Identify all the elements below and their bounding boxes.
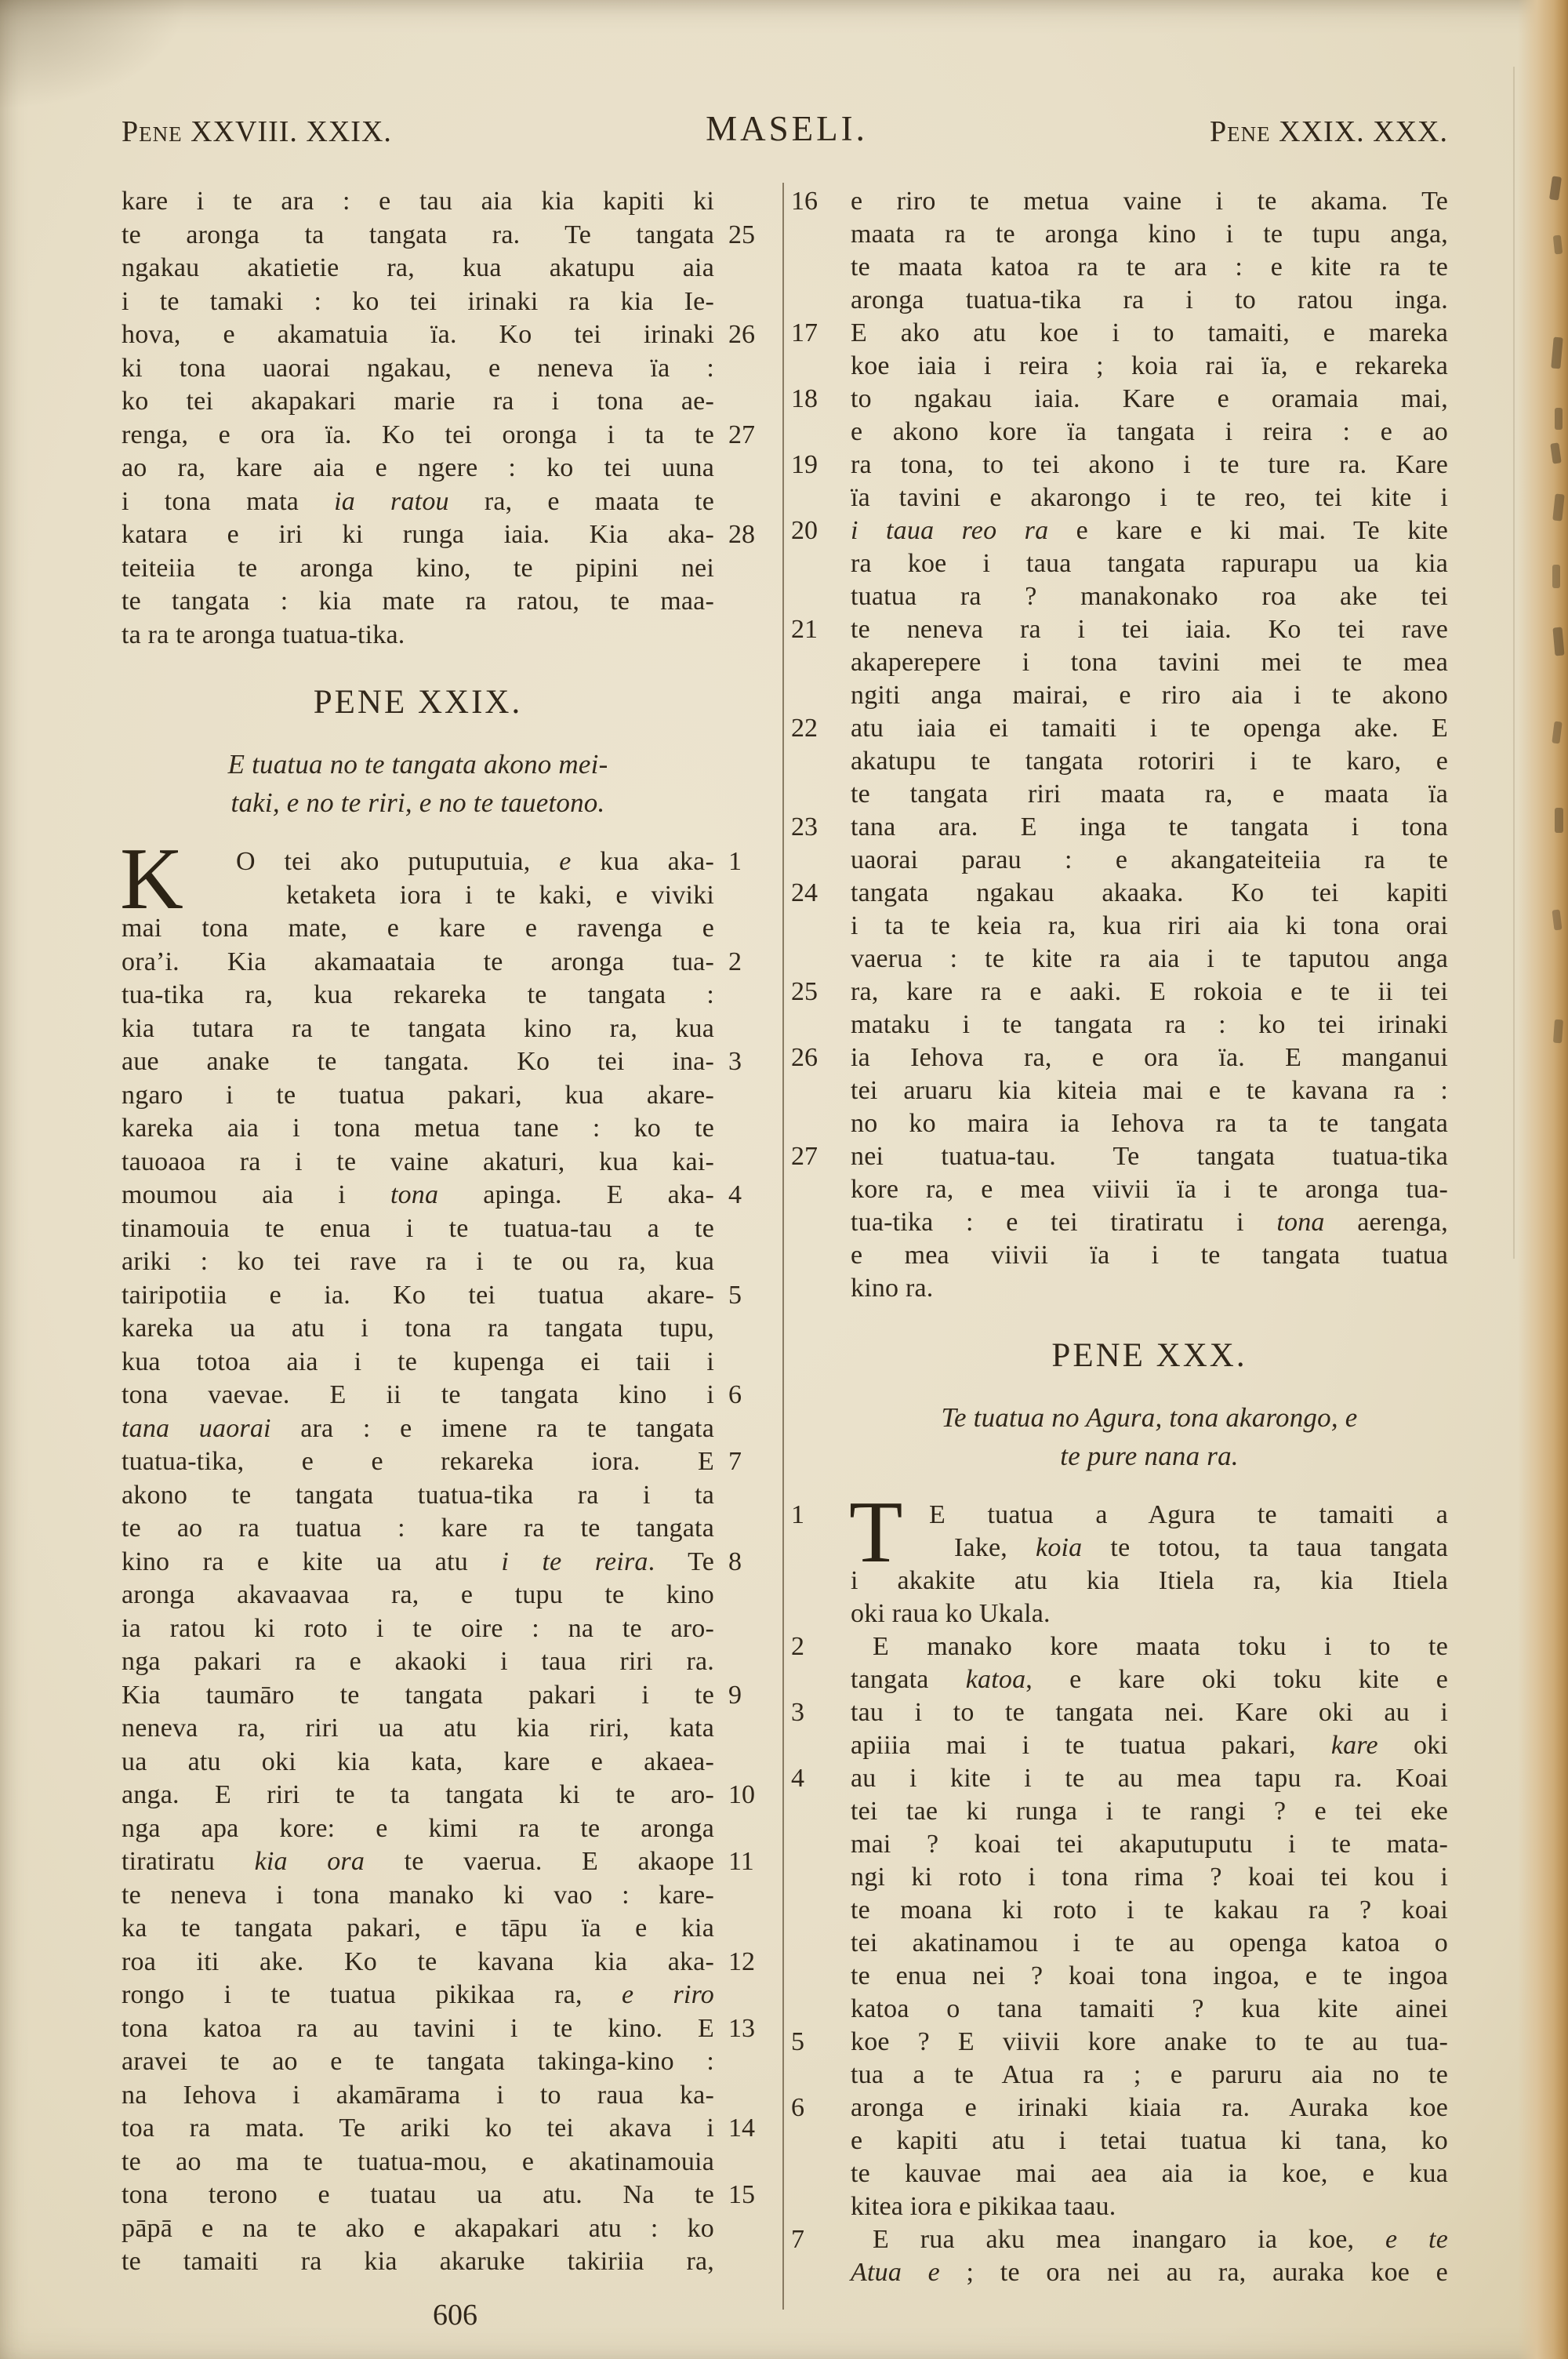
chapter-subtitle (122, 745, 714, 822)
verse-line: te ao ma te tuatua-mou, e akatinamouia (122, 2146, 714, 2176)
verse-paragraph (122, 185, 755, 652)
page-edge (1518, 0, 1568, 2359)
verse-number: 27 (791, 1142, 818, 1171)
verse-line: katara e iri ki runga iaia. Kia aka- 28 (122, 518, 714, 552)
verse-number: 26 (728, 320, 755, 349)
verse-line: ki tona uaorai ngakau, e neneva ïa : (122, 353, 714, 383)
verse-line: nga apa kore: e kimi ra te aronga (122, 1813, 714, 1843)
verse-number: 9 (728, 1680, 742, 1710)
verse-line: tau i to te tangata nei. Kare oki au i 3 (851, 1696, 1448, 1729)
verse-line: kore ra, e mea viivii ïa i te aronga tua- (851, 1175, 1448, 1204)
verse-line: te maata katoa ra te ara : e kite ra te (851, 253, 1448, 282)
verse-line: tangata ngakau akaaka. Ko tei kapiti 24 (851, 877, 1448, 910)
verse-line: renga, e ora ïa. Ko tei oronga i ta te 27 (122, 419, 714, 453)
drop-cap-letter: K (120, 831, 184, 928)
chapter-subtitle-line: te pure nana ra. (1060, 1441, 1239, 1471)
verse-line: nei tuatua-tau. Te tangata tuatua-tika 27 (851, 1140, 1448, 1173)
verse-number: 17 (791, 318, 818, 347)
chapter-subtitle-line: E tuatua no te tangata akono mei- (227, 749, 608, 780)
verse-line: Atua e ; te ora nei au ra, auraka koe e (851, 2258, 1448, 2287)
chapter-subtitle (851, 1398, 1448, 1475)
verse-line: katoa o tana tamaiti ? kua kite ainei (851, 1994, 1448, 2023)
verse-line: E manako kore maata toku i to te 2 (851, 1630, 1448, 1663)
verse-number: 6 (728, 1380, 742, 1409)
verse-line: ïa tavini e akarongo i te reo, tei kite i (851, 483, 1448, 512)
edge-ink-mark (1552, 721, 1562, 743)
verse-line: ia Iehova ra, e ora ïa. E manganui 26 (851, 1041, 1448, 1074)
verse-line: tei aruaru kia kiteia mai e te kavana ra : (851, 1076, 1448, 1105)
verse-number: 23 (791, 812, 818, 841)
verse-line: ia ratou ki roto i te oire : na te aro- (122, 1613, 714, 1643)
edge-ink-mark (1553, 235, 1563, 255)
verse-line: te tangata : kia mate ra ratou, te maa- (122, 587, 714, 616)
verse-line: i tona mata ia ratou ra, e maata te (122, 486, 714, 516)
verse-line: te kauvae mai aea aia ia koe, e kua (851, 2159, 1448, 2188)
verse-line: i ta te keia ra, kua riri aia ki tona orai (851, 911, 1448, 940)
verse-line: aronga akavaavaa ra, e tupu te kino (122, 1580, 714, 1609)
verse-line: pāpā e na te ako e akapakari atu : ko (122, 2213, 714, 2243)
verse-line: tona vaevae. E ii te tangata kino i 6 (122, 1379, 714, 1412)
edge-ink-mark (1552, 493, 1564, 521)
verse-line: tairipotiia e ia. Ko tei tuatua akare- 5 (122, 1279, 714, 1313)
verse-number: 2 (791, 1632, 804, 1661)
verse-number: 20 (791, 516, 818, 545)
verse-line: e mea viivii ïa i te tangata tuatua (851, 1241, 1448, 1270)
verse-number: 7 (728, 1447, 742, 1476)
verse-line: kino ra e kite ua atu i te reira. Te 8 (122, 1546, 714, 1579)
verse-line: tua a te Atua ra ; e paruru aia no te (851, 2060, 1448, 2089)
verse-line: te tamaiti ra kia akaruke takiriia ra, (122, 2247, 714, 2276)
verse-line: ra tona, to tei akono i te ture ra. Kare 19 (851, 449, 1448, 482)
verse-line: te tangata riri maata ra, e maata ïa (851, 780, 1448, 809)
verse-number: 10 (728, 1780, 755, 1809)
verse-line: te ao ra tuatua : kare ra te tangata (122, 1514, 714, 1543)
verse-line: maata ra te aronga kino i te tupu anga, (851, 220, 1448, 249)
verse-line: koe iaia i reira ; koia rai ïa, e rekareka (851, 351, 1448, 380)
verse-line: roa iti ake. Ko te kavana kia aka- 12 (122, 1946, 714, 1979)
edge-ink-mark (1552, 909, 1562, 930)
running-head-left: Pene XXVIII. XXIX. (122, 115, 392, 148)
verse-line: kareka aia i tona metua tane : ko te (122, 1114, 714, 1143)
verse-line: O tei ako putuputuia, e kua aka- 1 (122, 845, 714, 879)
verse-number: 15 (728, 2180, 755, 2209)
verse-line: kia tutara ra te tangata kino ra, kua (122, 1013, 714, 1043)
verse-number: 16 (791, 187, 818, 216)
verse-line: atu iaia ei tamaiti i te openga ake. E 22 (851, 712, 1448, 745)
verse-line: ngaro i te tuatua pakari, kua akare- (122, 1080, 714, 1110)
chapter-heading: PENE XXIX. (313, 684, 523, 721)
verse-line: ngakau akatietie ra, kua akatupu aia (122, 253, 714, 282)
verse-line: i te tamaki : ko tei irinaki ra kia Ie- (122, 286, 714, 316)
verse-line: te neneva ra i tei iaia. Ko tei rave 21 (851, 613, 1448, 646)
verse-line: e riro te metua vaine i te akama. Te 16 (851, 185, 1448, 218)
verse-paragraph (120, 831, 755, 2279)
verse-line: tana ara. E inga te tangata i tona 23 (851, 811, 1448, 844)
verse-line: tua-tika : e tei tiratiratu i tona aerenga, (851, 1208, 1448, 1237)
verse-line: tauoaoa ra i te vaine akaturi, kua kai- (122, 1147, 714, 1176)
verse-line: te moana ki roto i te kakau ra ? koai (851, 1896, 1448, 1925)
verse-line: akono te tangata tuatua-tika ra i ta (122, 1480, 714, 1510)
verse-number: 13 (728, 2013, 755, 2043)
verse-line: tuatua ra ? manakonako roa ake tei (851, 582, 1448, 611)
verse-number: 4 (728, 1180, 742, 1209)
edge-ink-mark (1555, 408, 1563, 430)
verse-line: akatupu te tangata rotoriri i te karo, e (851, 747, 1448, 776)
verse-line: aronga tuatua-tika ra i to ratou inga. (851, 285, 1448, 314)
verse-line: rongo i te tuatua pikikaa ra, e riro (122, 1980, 714, 2009)
verse-line: tuatua-tika, e e rekareka iora. E 7 (122, 1445, 714, 1479)
chapter-heading: PENE XXX. (1051, 1337, 1247, 1374)
verse-line: tiratiratu kia ora te vaerua. E akaope 11 (122, 1845, 714, 1879)
verse-line: neneva ra, riri ua atu kia riri, kata (122, 1714, 714, 1743)
verse-number: 2 (728, 947, 742, 976)
verse-line: i taua reo ra e kare e ki mai. Te kite 20 (851, 514, 1448, 547)
verse-line: i akakite atu kia Itiela ra, kia Itiela (851, 1566, 1448, 1595)
edge-ink-mark (1552, 565, 1560, 588)
verse-line: E tuatua a Agura te tamaiti a 1 (851, 1499, 1448, 1532)
verse-line: aue anake te tangata. Ko tei ina- 3 (122, 1045, 714, 1079)
verse-line: teiteiia te aronga kino, te pipini nei (122, 553, 714, 583)
verse-line: Kia taumāro te tangata pakari i te 9 (122, 1679, 714, 1713)
verse-line: apiiia mai i te tuatua pakari, kare oki (851, 1731, 1448, 1760)
verse-line: aronga e irinaki kiaia ra. Auraka koe 6 (851, 2092, 1448, 2125)
verse-number: 21 (791, 615, 818, 644)
verse-line: akaperepere i tona tavini mei te mea (851, 648, 1448, 677)
verse-line: ua atu oki kia kata, kare e akaea- (122, 1747, 714, 1776)
verse-line: au i kite i te au mea tapu ra. Koai 4 (851, 1762, 1448, 1795)
verse-number: 1 (728, 847, 742, 876)
verse-line: ra, kare ra e aaki. E rokoia e te ii tei 25 (851, 976, 1448, 1009)
drop-cap-letter: T (849, 1484, 903, 1581)
right-column (791, 185, 1448, 2289)
verse-line: mataku i te tangata ra : ko tei irinaki (851, 1010, 1448, 1039)
verse-line: ta ra te aronga tuatua-tika. (122, 620, 405, 649)
verse-line: kino ra. (851, 1274, 934, 1303)
verse-line: tona katoa ra au tavini i te kino. E 13 (122, 2012, 714, 2046)
verse-number: 7 (791, 2225, 804, 2254)
verse-line: ngiti anga mairai, e riro aia i te akono (851, 681, 1448, 710)
verse-line: aravei te ao e te tangata takinga-kino : (122, 2047, 714, 2076)
verse-line: na Iehova i akamārama i to raua ka- (122, 2080, 714, 2110)
page-curl-line (1513, 67, 1515, 1259)
column-divider-rule (782, 183, 784, 2310)
verse-number: 12 (728, 1946, 755, 1976)
verse-paragraph (791, 185, 1448, 1305)
chapter-subtitle-line: Te tuatua no Agura, tona akarongo, e (941, 1402, 1358, 1433)
verse-line: Iake, koia te totou, ta taua tangata (954, 1533, 1448, 1562)
verse-line: ketaketa iora i te kaki, e viviki (286, 880, 714, 910)
verse-line: kare i te ara : e tau aia kia kapiti ki (122, 187, 714, 216)
page-number: 606 (433, 2299, 477, 2332)
verse-paragraph (791, 1484, 1448, 2289)
verse-number: 24 (791, 878, 818, 907)
verse-line: oki raua ko Ukala. (851, 1599, 1051, 1628)
verse-line: mai ? koai tei akaputuputu i te mata- (851, 1830, 1448, 1859)
verse-line: ao ra, kare aia e ngere : ko tei uuna (122, 453, 714, 482)
verse-number: 22 (791, 714, 818, 743)
verse-line: tinamouia te enua i te tuatua-tau a te (122, 1213, 714, 1243)
running-head-title: MASELI. (706, 109, 868, 148)
verse-line: ngi ki roto i tona rima ? koai tei kou i (851, 1863, 1448, 1892)
verse-line: kareka ua atu i tona ra tangata tupu, (122, 1314, 714, 1343)
verse-number: 28 (728, 520, 755, 549)
verse-number: 5 (791, 2027, 804, 2056)
verse-line: anga. E riri te ta tangata ki te aro- 10 (122, 1779, 714, 1812)
verse-number: 25 (791, 977, 818, 1006)
chapter-subtitle-line: taki, e no te riri, e no te tauetono. (230, 787, 605, 818)
verse-number: 14 (728, 2114, 755, 2143)
verse-line: E rua aku mea inangaro ia koe, e te 7 (851, 2223, 1448, 2256)
verse-line: tona terono e tuatau ua atu. Na te 15 (122, 2179, 714, 2212)
verse-line: kua totoa aia i te kupenga ei taii i (122, 1347, 714, 1376)
verse-line: moumou aia i tona apinga. E aka- 4 (122, 1179, 714, 1212)
verse-line: tana uaorai ara : e imene ra te tangata (122, 1413, 714, 1443)
edge-ink-mark (1551, 337, 1563, 369)
edge-ink-mark (1552, 627, 1564, 656)
verse-number: 3 (728, 1047, 742, 1076)
verse-line: koe ? E viivii kore anake to te au tua- 5 (851, 2026, 1448, 2059)
verse-line: mai tona mate, e kare e ravenga e (122, 914, 714, 943)
verse-number: 5 (728, 1280, 742, 1310)
verse-line: kitea iora e pikikaa taau. (851, 2192, 1116, 2221)
verse-line: uaorai parau : e akangateiteiia ra te (851, 845, 1448, 874)
verse-number: 27 (728, 420, 755, 449)
verse-line: nga pakari ra e akaoki i taua riri ra. (122, 1647, 714, 1676)
edge-ink-mark (1555, 808, 1563, 833)
verse-number: 11 (728, 1847, 754, 1876)
verse-line: tei tae ki runga i te rangi ? e tei eke (851, 1797, 1448, 1826)
verse-line: e kapiti atu i tetai tuatua ki tana, ko (851, 2126, 1448, 2155)
verse-line: tangata katoa, e kare oki toku kite e (851, 1665, 1448, 1694)
verse-line: tua-tika ra, kua rekareka te tangata : (122, 980, 714, 1009)
verse-line: ka te tangata pakari, e tāpu ïa e kia (122, 1914, 714, 1943)
running-head (122, 108, 1448, 149)
verse-number: 8 (728, 1547, 742, 1576)
verse-line: e akono kore ïa tangata i reira : e ao (851, 417, 1448, 446)
running-head-right: Pene XXIX. XXX. (1210, 115, 1448, 148)
verse-number: 19 (791, 450, 818, 479)
verse-line: te neneva i tona manako ki vao : kare- (122, 1880, 714, 1910)
edge-ink-mark (1549, 176, 1562, 200)
edge-ink-mark (1550, 442, 1562, 463)
verse-line: ora’i. Kia akamaataia te aronga tua- 2 (122, 946, 714, 980)
verse-line: hova, e akamatuia ïa. Ko tei irinaki 26 (122, 318, 714, 352)
verse-line: vaerua : te kite ra aia i te taputou anga (851, 944, 1448, 973)
corner-shadow (0, 0, 188, 110)
edge-ink-mark (1553, 1020, 1563, 1044)
left-column (120, 185, 755, 2279)
verse-number: 1 (791, 1500, 804, 1529)
verse-line: no ko maira ia Iehova ra ta te tangata (851, 1109, 1448, 1138)
verse-number: 4 (791, 1764, 804, 1793)
verse-number: 26 (791, 1043, 818, 1072)
verse-number: 25 (728, 220, 755, 249)
verse-line: ko tei akapakari marie ra i tona ae- (122, 387, 714, 416)
verse-line: ra koe i taua tangata rapurapu ua kia (851, 549, 1448, 578)
verse-line: tei akatinamou i te au openga katoa o (851, 1928, 1448, 1957)
verse-line: te enua nei ? koai tona ingoa, e te ingoa (851, 1961, 1448, 1990)
verse-number: 18 (791, 384, 818, 413)
verse-number: 3 (791, 1698, 804, 1727)
verse-line: ariki : ko tei rave ra i te ou ra, kua (122, 1247, 714, 1276)
verse-line: te aronga ta tangata ra. Te tangata 25 (122, 219, 714, 253)
verse-line: to ngakau iaia. Kare e oramaia mai, 18 (851, 383, 1448, 416)
verse-line: toa ra mata. Te ariki ko tei akava i 14 (122, 2112, 714, 2146)
verse-line: E ako atu koe i to tamaiti, e mareka 17 (851, 317, 1448, 350)
verse-number: 6 (791, 2093, 804, 2122)
